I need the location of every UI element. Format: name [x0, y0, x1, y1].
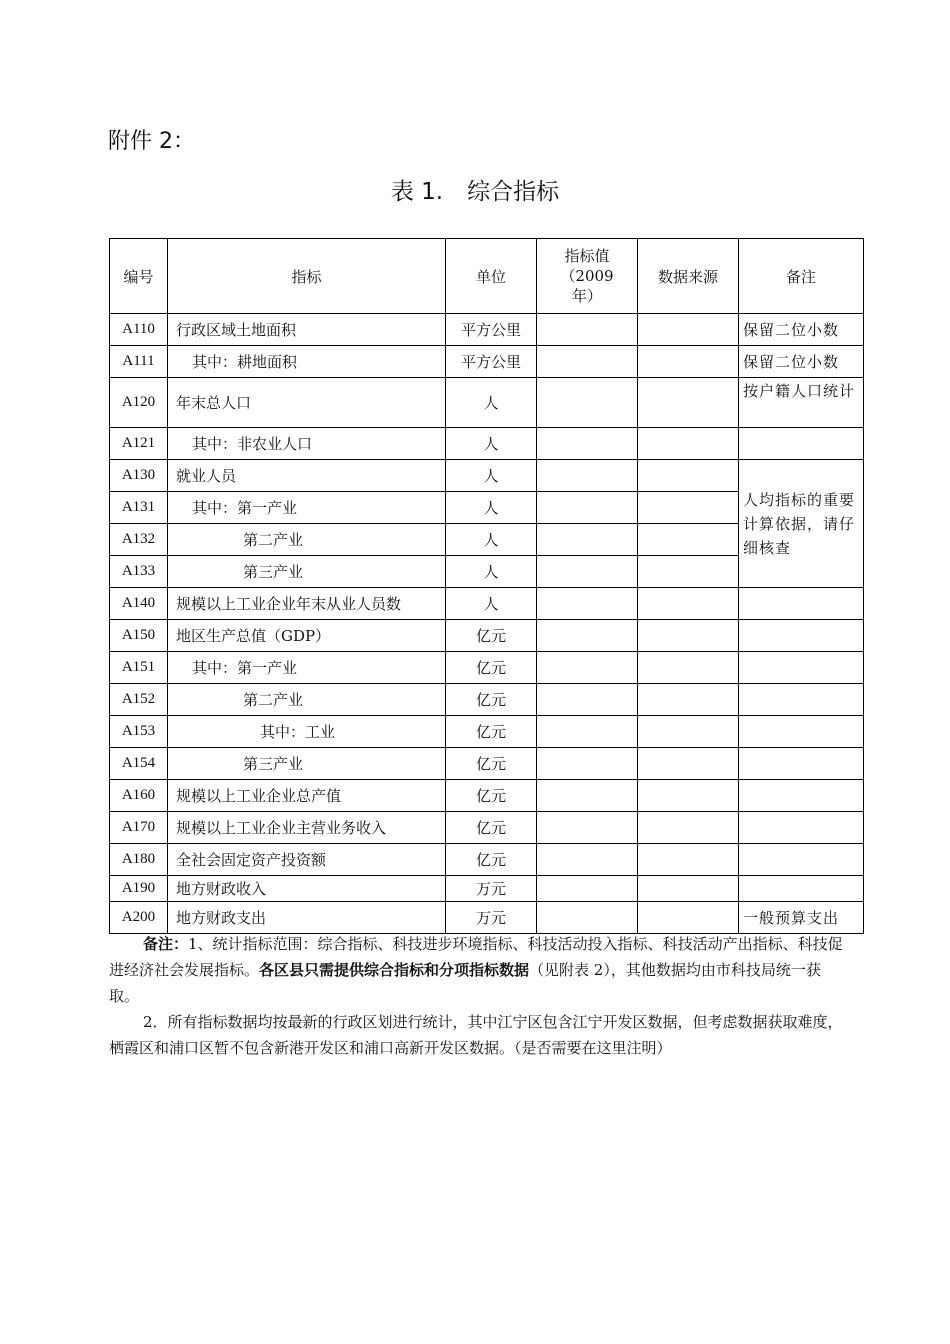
row-note: [739, 812, 864, 844]
row-unit: 人: [446, 378, 537, 428]
table-name: 综合指标: [467, 179, 560, 205]
row-value-cell: [537, 748, 638, 780]
row-source-cell: [638, 378, 739, 428]
table-row: [110, 844, 864, 876]
row-unit: 人: [446, 588, 537, 620]
row-indicator: [168, 902, 446, 934]
row-indicator-text: 地方财政支出: [176, 909, 267, 927]
row-note: 保留二位小数: [739, 314, 864, 346]
table-row: [110, 684, 864, 716]
remarks: [109, 931, 845, 1061]
row-indicator-text: 地方财政收入: [176, 880, 267, 898]
header-unit: 单位: [446, 239, 537, 314]
header-value: [537, 239, 638, 314]
attachment-label: 附件 2：: [108, 129, 195, 154]
row-code: A150: [110, 620, 168, 652]
row-source-cell: [638, 902, 739, 934]
row-value-cell: [537, 902, 638, 934]
row-indicator: [168, 378, 446, 428]
row-note: [739, 780, 864, 812]
row-source-cell: [638, 684, 739, 716]
row-note: [739, 748, 864, 780]
row-indicator-text: 第二产业: [243, 531, 304, 549]
row-value-cell: [537, 684, 638, 716]
row-indicator: [168, 428, 446, 460]
indicator-table: [109, 238, 864, 934]
table-number: 表 1.: [390, 179, 444, 205]
row-source-cell: [638, 346, 739, 378]
header-indicator: 指标: [168, 239, 446, 314]
table-row: [110, 346, 864, 378]
row-note: 一般预算支出: [739, 902, 864, 934]
row-value-cell: [537, 492, 638, 524]
row-code: A131: [110, 492, 168, 524]
table-row: [110, 902, 864, 934]
row-unit: 平方公里: [446, 314, 537, 346]
row-code: A130: [110, 460, 168, 492]
row-note: [739, 876, 864, 902]
row-indicator: [168, 492, 446, 524]
row-source-cell: [638, 556, 739, 588]
row-indicator: [168, 876, 446, 902]
row-value-cell: [537, 812, 638, 844]
table-header-row: [110, 239, 864, 314]
table-row: [110, 780, 864, 812]
row-source-cell: [638, 492, 739, 524]
row-indicator-text: 其中：耕地面积: [192, 353, 298, 371]
row-indicator: [168, 652, 446, 684]
row-indicator: [168, 684, 446, 716]
row-unit: 亿元: [446, 780, 537, 812]
table-row: [110, 378, 864, 428]
row-value-cell: [537, 428, 638, 460]
row-source-cell: [638, 780, 739, 812]
row-code: A121: [110, 428, 168, 460]
row-indicator: [168, 346, 446, 378]
row-indicator-text: 规模以上工业企业主营业务收入: [176, 819, 387, 837]
row-value-cell: [537, 524, 638, 556]
remarks-text-2: （见附表 2），其他数据均由市科技局统一获取。: [109, 961, 821, 1005]
table-row: [110, 314, 864, 346]
row-unit: 亿元: [446, 620, 537, 652]
row-indicator-text: 行政区域土地面积: [176, 321, 297, 339]
row-note: [739, 588, 864, 620]
row-indicator: [168, 716, 446, 748]
row-unit: 人: [446, 492, 537, 524]
row-code: A151: [110, 652, 168, 684]
row-indicator: [168, 460, 446, 492]
table-row: [110, 748, 864, 780]
row-value-cell: [537, 588, 638, 620]
row-code: A200: [110, 902, 168, 934]
row-indicator-text: 第二产业: [243, 691, 304, 709]
row-value-cell: [537, 314, 638, 346]
row-code: A111: [110, 346, 168, 378]
row-source-cell: [638, 314, 739, 346]
row-indicator: [168, 556, 446, 588]
row-indicator: [168, 588, 446, 620]
row-code: A140: [110, 588, 168, 620]
row-unit: 亿元: [446, 684, 537, 716]
row-indicator-text: 全社会固定资产投资额: [176, 851, 327, 869]
row-indicator-text: 其中：非农业人口: [192, 435, 313, 453]
row-source-cell: [638, 812, 739, 844]
row-note: [739, 652, 864, 684]
row-code: A152: [110, 684, 168, 716]
row-code: A190: [110, 876, 168, 902]
row-source-cell: [638, 844, 739, 876]
row-indicator-text: 就业人员: [176, 467, 237, 485]
table-title: [0, 173, 950, 206]
row-unit: 亿元: [446, 812, 537, 844]
remarks-paragraph-1: [109, 931, 845, 1009]
table-row: [110, 812, 864, 844]
remarks-paragraph-2: 2．所有指标数据均按最新的行政区划进行统计，其中江宁区包含江宁开发区数据，但考虑数据获取难度，栖霞区和浦口区暂不包含新港开发区和浦口高新开发区数据。（是否需要在这里注明）: [109, 1013, 843, 1057]
row-value-cell: [537, 620, 638, 652]
row-indicator-text: 规模以上工业企业总产值: [176, 787, 342, 805]
row-note: [739, 684, 864, 716]
row-source-cell: [638, 460, 739, 492]
row-indicator: [168, 812, 446, 844]
row-indicator-text: 其中：第一产业: [192, 499, 298, 517]
header-source: 数据来源: [638, 239, 739, 314]
row-unit: 亿元: [446, 716, 537, 748]
row-indicator: [168, 748, 446, 780]
row-source-cell: [638, 588, 739, 620]
row-value-cell: [537, 460, 638, 492]
row-indicator: [168, 314, 446, 346]
row-unit: 万元: [446, 902, 537, 934]
row-indicator-text: 地区生产总值（GDP）: [176, 627, 331, 645]
row-value-cell: [537, 876, 638, 902]
row-code: A160: [110, 780, 168, 812]
row-code: A110: [110, 314, 168, 346]
row-code: A154: [110, 748, 168, 780]
table-row: [110, 460, 864, 492]
remarks-label: 备注：: [143, 935, 189, 953]
header-value-line1: 指标值: [564, 247, 610, 265]
row-source-cell: [638, 876, 739, 902]
table-row: [110, 652, 864, 684]
row-source-cell: [638, 748, 739, 780]
row-unit: 人: [446, 428, 537, 460]
row-indicator: [168, 844, 446, 876]
row-note: [739, 844, 864, 876]
row-source-cell: [638, 716, 739, 748]
row-indicator: [168, 620, 446, 652]
row-value-cell: [537, 652, 638, 684]
row-indicator-text: 第三产业: [243, 563, 304, 581]
row-unit: 亿元: [446, 844, 537, 876]
row-source-cell: [638, 428, 739, 460]
row-unit: 人: [446, 524, 537, 556]
header-value-line3: 年）: [571, 287, 602, 305]
row-code: A133: [110, 556, 168, 588]
row-indicator-text: 其中：第一产业: [192, 659, 298, 677]
row-indicator-text: 规模以上工业企业年末从业人员数: [176, 595, 402, 613]
row-indicator-text: 第三产业: [243, 755, 304, 773]
row-code: A153: [110, 716, 168, 748]
row-code: A180: [110, 844, 168, 876]
row-note: 保留二位小数: [739, 346, 864, 378]
row-unit: 人: [446, 556, 537, 588]
row-source-cell: [638, 652, 739, 684]
merged-note: 人均指标的重要计算依据，请仔细核查: [739, 460, 864, 588]
row-note: [739, 428, 864, 460]
header-value-line2: （2009: [560, 267, 614, 285]
row-value-cell: [537, 716, 638, 748]
row-unit: 亿元: [446, 652, 537, 684]
row-unit: 亿元: [446, 748, 537, 780]
table-row: [110, 716, 864, 748]
row-note: 按户籍人口统计: [739, 378, 864, 428]
row-indicator-text: 年末总人口: [176, 394, 252, 412]
table-row: [110, 620, 864, 652]
row-indicator: [168, 524, 446, 556]
row-code: A132: [110, 524, 168, 556]
row-unit: 人: [446, 460, 537, 492]
row-code: A120: [110, 378, 168, 428]
row-note: [739, 716, 864, 748]
row-source-cell: [638, 524, 739, 556]
header-note: 备注: [739, 239, 864, 314]
row-value-cell: [537, 844, 638, 876]
row-note: [739, 620, 864, 652]
row-value-cell: [537, 378, 638, 428]
row-unit: 万元: [446, 876, 537, 902]
row-code: A170: [110, 812, 168, 844]
row-value-cell: [537, 556, 638, 588]
row-unit: 平方公里: [446, 346, 537, 378]
header-code: 编号: [110, 239, 168, 314]
row-value-cell: [537, 346, 638, 378]
row-source-cell: [638, 620, 739, 652]
row-indicator-text: 其中：工业: [260, 723, 336, 741]
row-value-cell: [537, 780, 638, 812]
table-row: [110, 588, 864, 620]
row-indicator: [168, 780, 446, 812]
table-row: [110, 876, 864, 902]
remarks-text-1: 1、统计指标范围：综合指标、科技进步环境指标、科技活动投入指标、科技活动产出指标、科技促进经济社会发展指标。: [109, 935, 843, 979]
remarks-emphasis: 各区县只需提供综合指标和分项指标数据: [259, 961, 530, 979]
table-row: [110, 428, 864, 460]
